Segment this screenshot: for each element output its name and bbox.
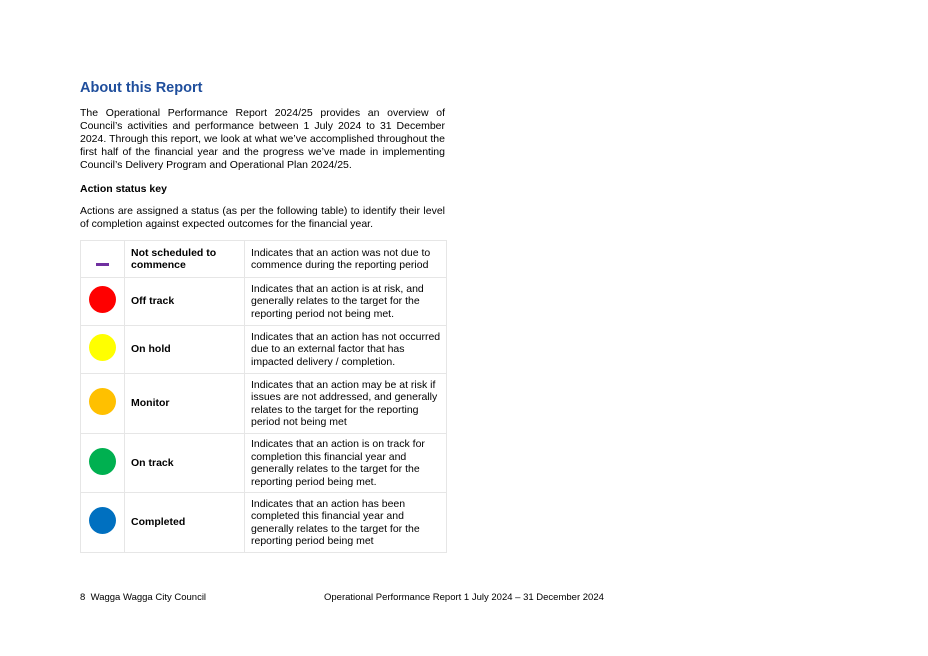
- status-row-off-track: [81, 278, 447, 326]
- yellow-circle-icon: [89, 334, 116, 361]
- status-label: Completed: [125, 493, 245, 553]
- status-row-on-hold: [81, 326, 447, 374]
- status-row-on-track: [81, 434, 447, 493]
- status-row-not-scheduled: [81, 241, 447, 278]
- status-description: Indicates that an action was not due to commence during the reporting period: [245, 241, 447, 278]
- status-row-monitor: [81, 374, 447, 434]
- status-description: Indicates that an action has not occurred due to an external factor that has impacted delivery / completion.: [245, 326, 447, 374]
- status-row-completed: [81, 493, 447, 553]
- status-label: Not scheduled to commence: [125, 241, 245, 278]
- status-description: Indicates that an action may be at risk if issues are not addressed, and generally relates to the target for the reporting period not being met: [245, 374, 447, 434]
- status-label: Off track: [125, 278, 245, 326]
- organisation-name: Wagga Wagga City Council: [90, 592, 207, 603]
- action-status-key-description: Actions are assigned a status (as per the following table) to identify their level of completion against expected outcomes for the financial year.: [80, 205, 445, 230]
- footer-left: [80, 592, 206, 603]
- action-status-table: [80, 240, 447, 553]
- dash-icon: [96, 263, 109, 266]
- blue-circle-icon: [89, 507, 116, 534]
- footer-report-title: Operational Performance Report 1 July 2024 – 31 December 2024: [324, 592, 604, 603]
- page-number: 8: [80, 592, 86, 603]
- action-status-key-heading: Action status key: [80, 183, 167, 195]
- status-label: On track: [125, 434, 245, 493]
- status-label: On hold: [125, 326, 245, 374]
- green-circle-icon: [89, 448, 116, 475]
- page-heading: About this Report: [80, 80, 203, 96]
- status-label: Monitor: [125, 374, 245, 434]
- amber-circle-icon: [89, 388, 116, 415]
- intro-paragraph: The Operational Performance Report 2024/25 provides an overview of Council’s activities and performance between 1 July 2024 to 31 December 2024. Through this report, we look at what we’ve accomplished throughout the first half of the financial year and the progress we’ve made in implementing Council’s Delivery Program and Operational Plan 2024/25.: [80, 107, 445, 171]
- status-description: Indicates that an action has been completed this financial year and generally relates to the target for the reporting period being met: [245, 493, 447, 553]
- status-description: Indicates that an action is on track for completion this financial year and generally relates to the target for the reporting period being met.: [245, 434, 447, 493]
- status-description: Indicates that an action is at risk, and generally relates to the target for the reporting period not being met.: [245, 278, 447, 326]
- red-circle-icon: [89, 286, 116, 313]
